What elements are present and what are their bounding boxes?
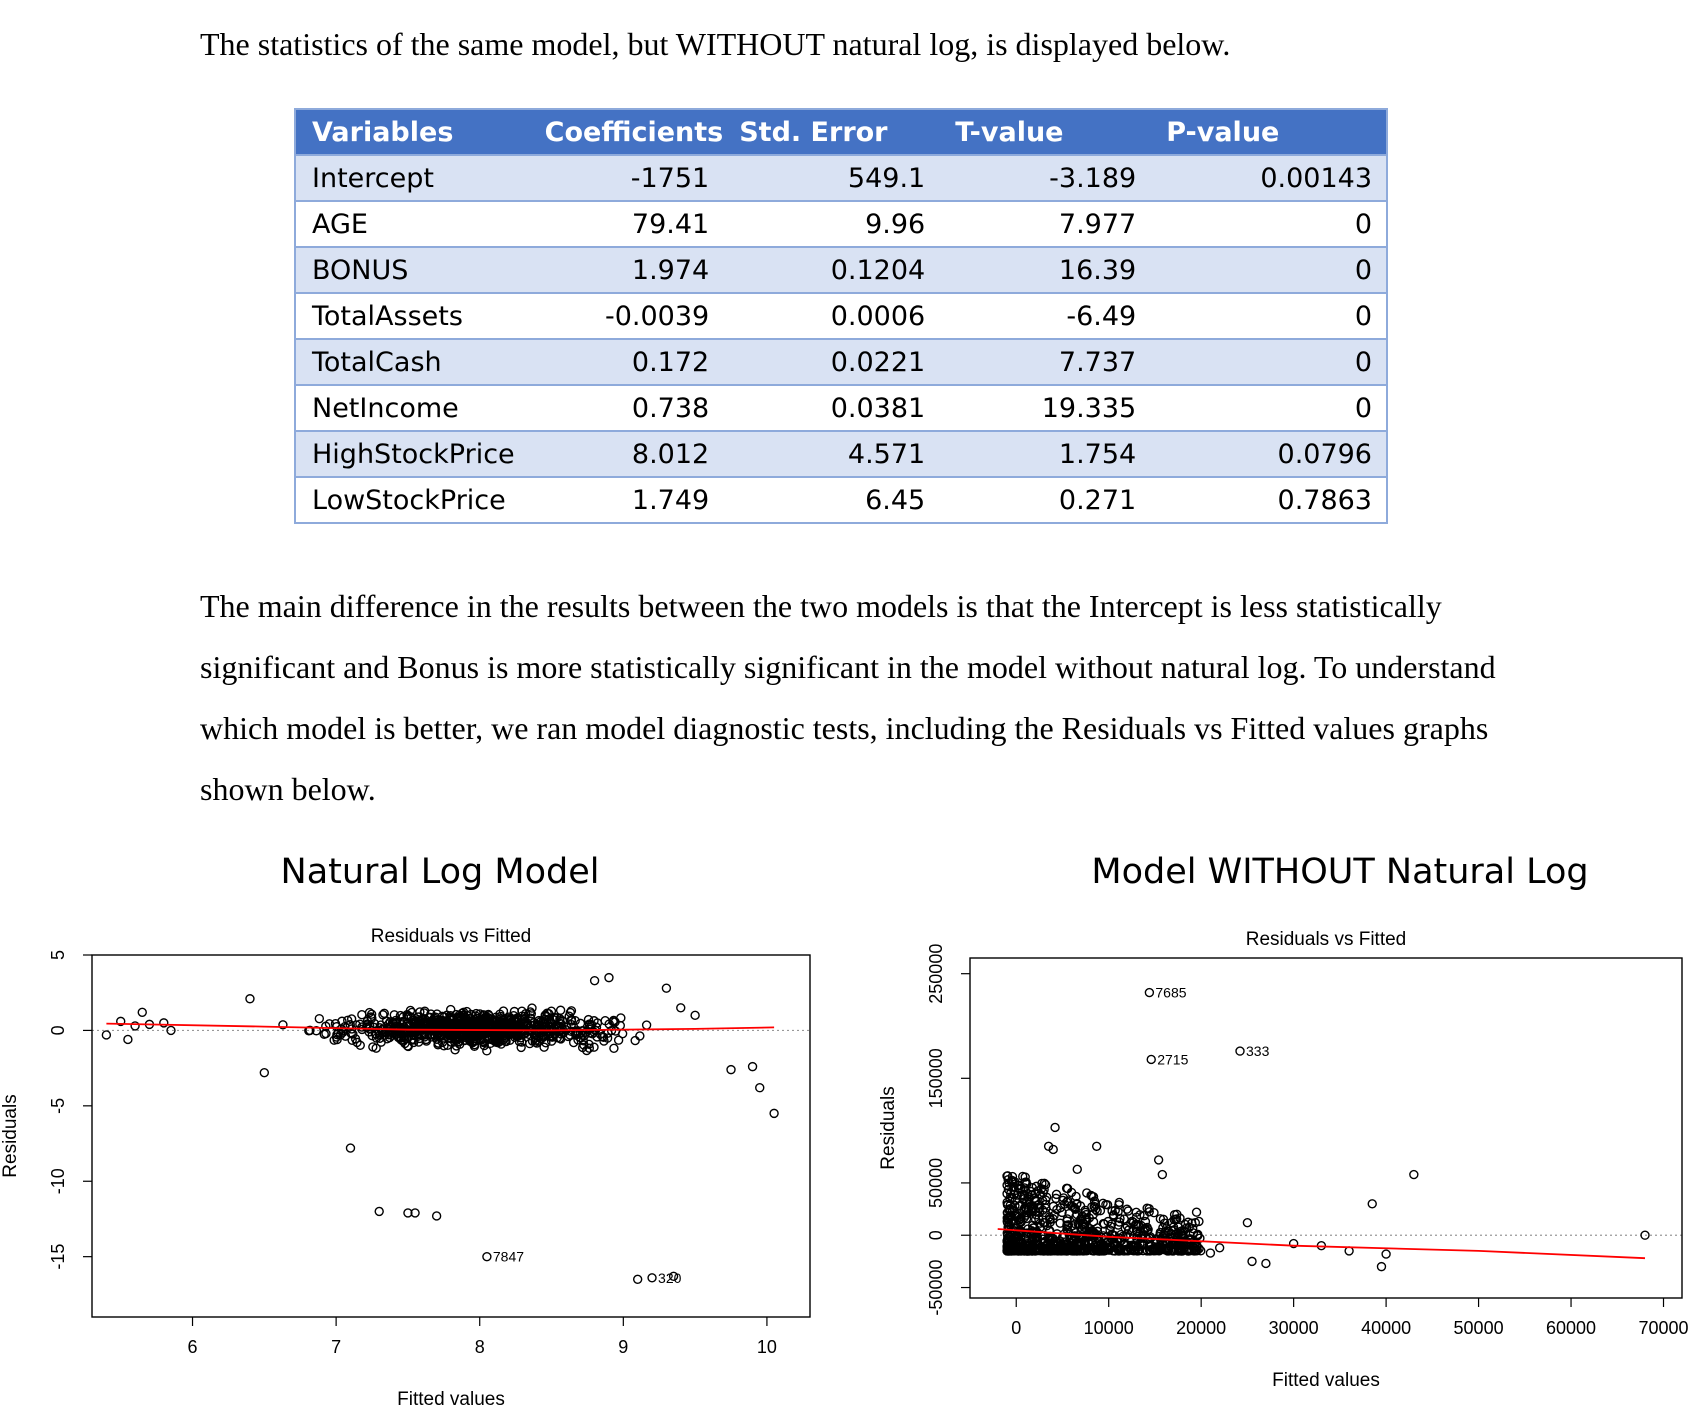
- cell-p-value: 0: [1150, 247, 1387, 293]
- cell-coefficient: 1.749: [529, 477, 724, 523]
- header-variables: Variables: [295, 109, 529, 155]
- figure-title-left: Natural Log Model: [280, 852, 600, 892]
- cell-variable: TotalCash: [295, 339, 529, 385]
- data-point: [636, 1032, 644, 1040]
- data-point: [102, 1031, 110, 1039]
- y-tick-label: 0: [48, 1025, 68, 1036]
- data-point: [756, 1084, 764, 1092]
- cell-p-value: 0: [1150, 293, 1387, 339]
- data-point: [1093, 1142, 1101, 1150]
- data-point: [617, 1014, 625, 1022]
- cell-variable: BONUS: [295, 247, 529, 293]
- cell-p-value: 0: [1150, 201, 1387, 247]
- plot-title: Residuals vs Fitted: [370, 926, 532, 947]
- y-tick-label: -15: [48, 1243, 68, 1270]
- table-row: [295, 339, 1387, 385]
- data-point: [727, 1066, 735, 1074]
- table-header-row: [295, 109, 1387, 155]
- x-tick-label: 20000: [1176, 1318, 1227, 1338]
- cell-variable: NetIncome: [295, 385, 529, 431]
- data-point: [591, 977, 599, 985]
- data-point: [1368, 1200, 1376, 1208]
- data-point: [246, 995, 254, 1003]
- data-point: [447, 1006, 455, 1014]
- cell-t-value: -3.189: [939, 155, 1150, 201]
- data-point: [691, 1011, 699, 1019]
- residuals-plot-without-log: [860, 915, 1700, 1410]
- cell-t-value: 0.271: [939, 477, 1150, 523]
- y-axis-label: Residuals: [0, 1094, 21, 1178]
- data-point: [160, 1019, 168, 1027]
- y-tick-label: 150000: [926, 1048, 946, 1109]
- table-row: [295, 201, 1387, 247]
- x-tick-label: 50000: [1453, 1318, 1504, 1338]
- data-point: [1155, 1156, 1163, 1164]
- cell-p-value: 0: [1150, 339, 1387, 385]
- x-tick-label: 8: [474, 1337, 485, 1357]
- cell-variable: LowStockPrice: [295, 477, 529, 523]
- plot-title: Residuals vs Fitted: [1245, 929, 1407, 950]
- cell-p-value: 0.00143: [1150, 155, 1387, 201]
- residuals-plot-natural-log: [0, 915, 840, 1410]
- header-coefficients: Coefficients: [529, 109, 724, 155]
- data-point: [557, 1006, 565, 1014]
- data-point: [631, 1037, 639, 1045]
- data-point: [1147, 1055, 1155, 1063]
- data-point: [643, 1021, 651, 1029]
- cell-std-error: 0.0381: [723, 385, 939, 431]
- cell-std-error: 4.571: [723, 431, 939, 477]
- x-tick-label: 60000: [1546, 1318, 1597, 1338]
- data-point: [346, 1144, 354, 1152]
- x-axis-label: Fitted values: [397, 1389, 505, 1410]
- cell-std-error: 6.45: [723, 477, 939, 523]
- coefficients-table: [294, 108, 1388, 524]
- cell-std-error: 9.96: [723, 201, 939, 247]
- data-point: [1377, 1263, 1385, 1271]
- data-point: [1206, 1249, 1214, 1257]
- x-tick-label: 10000: [1083, 1318, 1134, 1338]
- cell-std-error: 0.0221: [723, 339, 939, 385]
- y-tick-label: -5: [48, 1097, 68, 1114]
- cell-p-value: 0.7863: [1150, 477, 1387, 523]
- data-point: [1236, 1047, 1244, 1055]
- cell-variable: AGE: [295, 201, 529, 247]
- x-tick-label: 6: [187, 1337, 198, 1357]
- cell-t-value: 16.39: [939, 247, 1150, 293]
- data-point: [483, 1253, 491, 1261]
- table-row: [295, 431, 1387, 477]
- cell-std-error: 0.1204: [723, 247, 939, 293]
- cell-t-value: -6.49: [939, 293, 1150, 339]
- data-point: [1262, 1259, 1270, 1267]
- header-p-value: P-value: [1150, 109, 1387, 155]
- data-point: [375, 1207, 383, 1215]
- data-point: [315, 1015, 323, 1023]
- data-point: [1073, 1165, 1081, 1173]
- table-row: [295, 477, 1387, 523]
- data-point: [138, 1008, 146, 1016]
- table-row: [295, 385, 1387, 431]
- x-tick-label: 0: [1011, 1318, 1022, 1338]
- cell-coefficient: 1.974: [529, 247, 724, 293]
- cell-coefficient: 0.738: [529, 385, 724, 431]
- data-point: [131, 1022, 139, 1030]
- data-point: [1382, 1250, 1390, 1258]
- point-label: 2715: [1157, 1051, 1189, 1068]
- cell-variable: Intercept: [295, 155, 529, 201]
- header-t-value: T-value: [939, 109, 1150, 155]
- data-point: [433, 1212, 441, 1220]
- cell-t-value: 7.737: [939, 339, 1150, 385]
- data-point: [124, 1035, 132, 1043]
- plot-frame: [92, 955, 810, 1317]
- x-axis-label: Fitted values: [1272, 1370, 1380, 1391]
- data-point: [1145, 989, 1153, 997]
- intro-paragraph: The statistics of the same model, but WITHOUT natural log, is displayed below.: [200, 26, 1231, 62]
- data-point: [610, 1044, 618, 1052]
- data-point: [662, 984, 670, 992]
- cell-variable: HighStockPrice: [295, 431, 529, 477]
- discussion-paragraph: The main difference in the results between the two models is that the Intercept is less statistically significant and Bonus is more statistically significant in the model without natural log. To understand which model is better, we ran model diagnostic tests, including the Residuals vs Fitted values graphs shown below.: [200, 588, 1496, 807]
- point-label: 333: [1246, 1043, 1270, 1060]
- cell-t-value: 19.335: [939, 385, 1150, 431]
- data-point: [1193, 1208, 1201, 1216]
- data-point: [1051, 1123, 1059, 1131]
- cell-t-value: 7.977: [939, 201, 1150, 247]
- cell-coefficient: 8.012: [529, 431, 724, 477]
- data-point: [770, 1109, 778, 1117]
- data-point: [677, 1004, 685, 1012]
- table-row: [295, 155, 1387, 201]
- cell-variable: TotalAssets: [295, 293, 529, 339]
- header-std-error: Std. Error: [723, 109, 939, 155]
- data-point: [260, 1069, 268, 1077]
- data-point: [648, 1274, 656, 1282]
- x-tick-label: 9: [618, 1337, 629, 1357]
- y-axis-label: Residuals: [878, 1086, 899, 1170]
- point-label: 7685: [1155, 984, 1187, 1001]
- y-tick-label: -50000: [926, 1259, 946, 1316]
- y-tick-label: -10: [48, 1168, 68, 1195]
- data-point: [1410, 1171, 1418, 1179]
- x-tick-label: 30000: [1268, 1318, 1319, 1338]
- cell-std-error: 0.0006: [723, 293, 939, 339]
- point-label: 7847: [492, 1248, 525, 1265]
- x-tick-label: 40000: [1361, 1318, 1412, 1338]
- table-row: [295, 293, 1387, 339]
- cell-coefficient: 79.41: [529, 201, 724, 247]
- y-tick-label: 50000: [926, 1157, 946, 1208]
- y-tick-label: 0: [926, 1230, 946, 1241]
- cell-p-value: 0: [1150, 385, 1387, 431]
- cell-std-error: 549.1: [723, 155, 939, 201]
- point-label: 320: [658, 1269, 682, 1286]
- data-point: [749, 1063, 757, 1071]
- data-point: [605, 974, 613, 982]
- cell-p-value: 0.0796: [1150, 431, 1387, 477]
- cell-coefficient: 0.172: [529, 339, 724, 385]
- y-tick-label: 5: [48, 949, 68, 961]
- data-point: [1158, 1171, 1166, 1179]
- figure-title-right: Model WITHOUT Natural Log: [1091, 852, 1589, 892]
- cell-coefficient: -0.0039: [529, 293, 724, 339]
- data-point: [1216, 1244, 1224, 1252]
- data-point: [1243, 1219, 1251, 1227]
- x-tick-label: 70000: [1638, 1318, 1689, 1338]
- table-row: [295, 247, 1387, 293]
- x-tick-label: 10: [756, 1337, 777, 1357]
- data-point: [1248, 1257, 1256, 1265]
- cell-coefficient: -1751: [529, 155, 724, 201]
- x-tick-label: 7: [331, 1337, 342, 1357]
- cell-t-value: 1.754: [939, 431, 1150, 477]
- y-tick-label: 250000: [926, 943, 946, 1004]
- data-point: [634, 1275, 642, 1283]
